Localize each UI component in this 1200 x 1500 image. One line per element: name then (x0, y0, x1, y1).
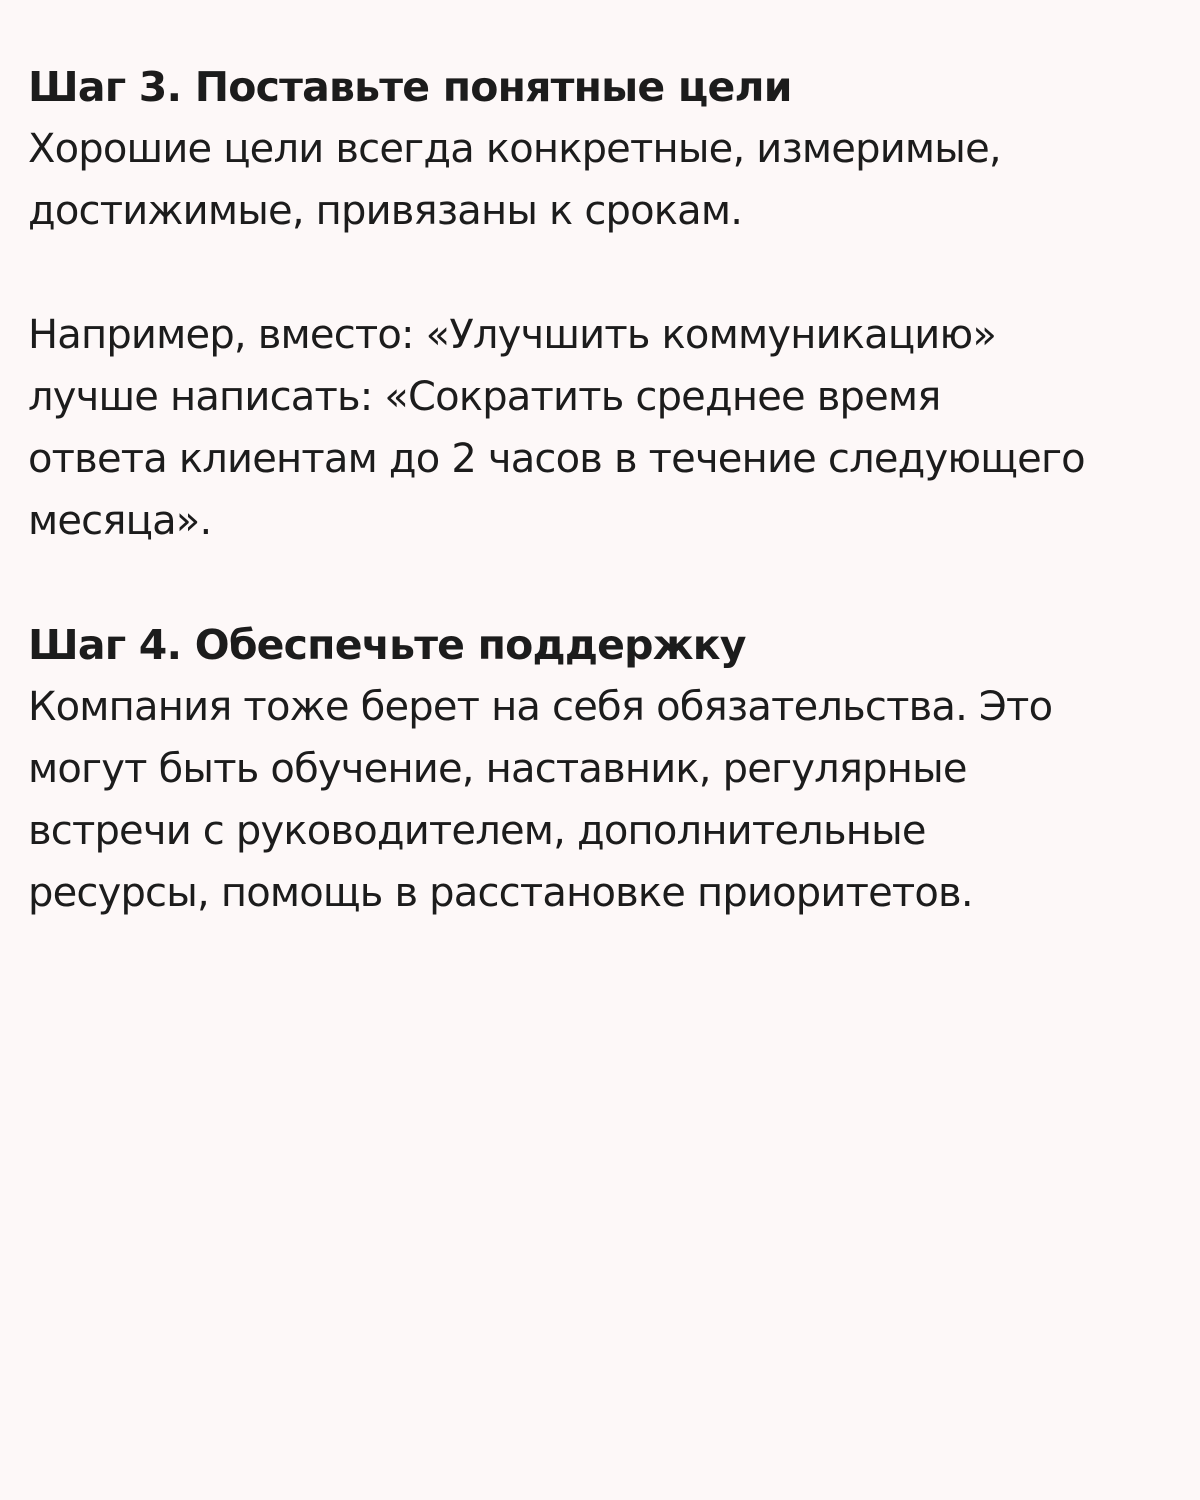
step-4-description-line: встречи с руководителем, дополнительные (28, 808, 926, 854)
step-4-description-line: ресурсы, помощь в расстановке приоритетов. (28, 870, 973, 916)
step-4-section (28, 614, 1172, 924)
step-3-description-line: Хорошие цели всегда конкретные, измеримые, (28, 126, 1001, 172)
step-3-description (28, 118, 1172, 242)
step-4-title: Шаг 4. Обеспечьте поддержку (28, 621, 746, 669)
step-4-description-line: Компания тоже берет на себя обязательства. Это (28, 684, 1053, 730)
paragraph-gap (28, 242, 1172, 304)
step-3-description-line: достижимые, привязаны к срокам. (28, 188, 743, 234)
step-3-example-line: Например, вместо: «Улучшить коммуникацию» (28, 312, 997, 358)
step-3-example-line: ответа клиентам до 2 часов в течение следующего (28, 436, 1085, 482)
step-3-title: Шаг 3. Поставьте понятные цели (28, 63, 792, 111)
step-3-section (28, 56, 1172, 552)
step-3-example-line: месяца». (28, 498, 212, 544)
step-3-example (28, 304, 1172, 552)
section-gap (28, 552, 1172, 614)
step-3-example-line: лучше написать: «Сократить среднее время (28, 374, 941, 420)
step-4-description (28, 676, 1172, 924)
step-4-description-line: могут быть обучение, наставник, регулярные (28, 746, 967, 792)
